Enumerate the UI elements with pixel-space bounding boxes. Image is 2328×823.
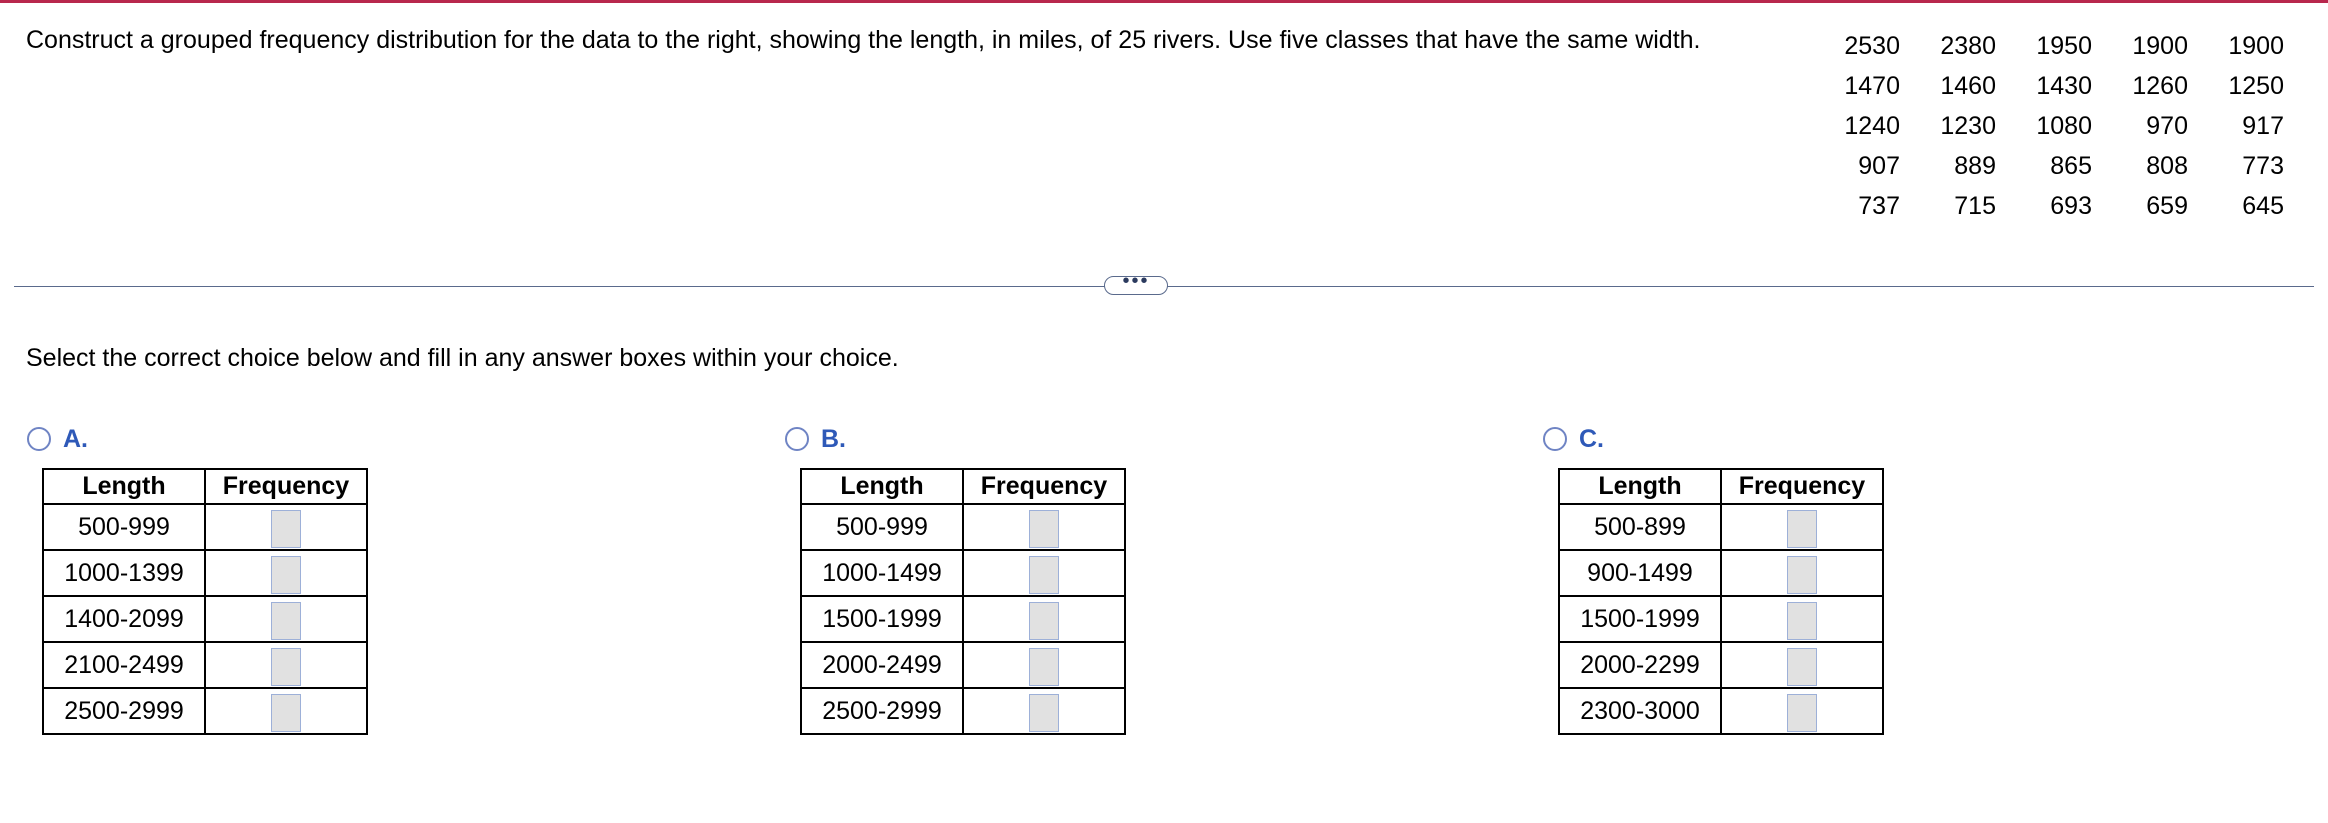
river-data-table xyxy=(1820,26,2284,226)
data-cell: 1250 xyxy=(2228,71,2284,100)
table-row xyxy=(801,642,1125,688)
data-cell: 808 xyxy=(2146,151,2188,180)
frequency-header: Frequency xyxy=(205,469,367,504)
choice-b-option[interactable] xyxy=(782,424,1126,454)
frequency-answer-box[interactable] xyxy=(271,694,301,732)
data-row xyxy=(1820,26,2284,66)
table-row xyxy=(801,596,1125,642)
choice-letter: A. xyxy=(63,424,88,453)
data-row xyxy=(1820,66,2284,106)
length-header: Length xyxy=(801,469,963,504)
length-class: 900-1499 xyxy=(1559,550,1721,596)
frequency-table xyxy=(1558,468,1884,735)
frequency-answer-box[interactable] xyxy=(1787,648,1817,686)
radio-button-icon[interactable] xyxy=(785,427,809,451)
frequency-cell xyxy=(1721,688,1883,734)
length-class: 500-899 xyxy=(1559,504,1721,550)
frequency-answer-box[interactable] xyxy=(271,602,301,640)
data-cell: 2530 xyxy=(1844,31,1900,60)
frequency-answer-box[interactable] xyxy=(1029,602,1059,640)
table-row xyxy=(801,504,1125,550)
data-cell: 1950 xyxy=(2036,31,2092,60)
length-class: 2500-2999 xyxy=(43,688,205,734)
frequency-cell xyxy=(1721,596,1883,642)
data-cell: 773 xyxy=(2242,151,2284,180)
data-cell: 1470 xyxy=(1844,71,1900,100)
table-row xyxy=(43,688,367,734)
frequency-cell xyxy=(205,550,367,596)
length-class: 1000-1499 xyxy=(801,550,963,596)
length-class: 2000-2499 xyxy=(801,642,963,688)
table-row xyxy=(43,550,367,596)
data-cell: 889 xyxy=(1954,151,1996,180)
table-row xyxy=(1559,642,1883,688)
instruction-text: Select the correct choice below and fill in any answer boxes within your choice. xyxy=(26,344,899,372)
table-row xyxy=(801,550,1125,596)
frequency-cell xyxy=(205,688,367,734)
frequency-header: Frequency xyxy=(963,469,1125,504)
table-row xyxy=(801,688,1125,734)
frequency-answer-box[interactable] xyxy=(1029,648,1059,686)
data-cell: 970 xyxy=(2146,111,2188,140)
data-cell: 645 xyxy=(2242,191,2284,220)
frequency-answer-box[interactable] xyxy=(271,648,301,686)
frequency-answer-box[interactable] xyxy=(1029,510,1059,548)
length-class: 2300-3000 xyxy=(1559,688,1721,734)
length-header: Length xyxy=(43,469,205,504)
data-cell: 917 xyxy=(2242,111,2284,140)
data-row xyxy=(1820,186,2284,226)
more-options-button[interactable]: ••• xyxy=(1104,276,1168,295)
data-cell: 2380 xyxy=(1940,31,1996,60)
frequency-answer-box[interactable] xyxy=(1787,556,1817,594)
length-class: 1500-1999 xyxy=(801,596,963,642)
frequency-cell xyxy=(963,504,1125,550)
table-header-row xyxy=(801,469,1125,504)
frequency-header: Frequency xyxy=(1721,469,1883,504)
data-cell: 1460 xyxy=(1940,71,1996,100)
choice-c-option[interactable] xyxy=(1540,424,1884,454)
length-class: 1500-1999 xyxy=(1559,596,1721,642)
length-class: 2100-2499 xyxy=(43,642,205,688)
frequency-cell xyxy=(1721,550,1883,596)
data-cell: 1900 xyxy=(2132,31,2188,60)
length-class: 1000-1399 xyxy=(43,550,205,596)
frequency-answer-box[interactable] xyxy=(1787,602,1817,640)
frequency-answer-box[interactable] xyxy=(1787,694,1817,732)
data-cell: 1230 xyxy=(1940,111,1996,140)
table-row xyxy=(43,504,367,550)
data-cell: 693 xyxy=(2050,191,2092,220)
data-cell: 1260 xyxy=(2132,71,2188,100)
frequency-cell xyxy=(963,642,1125,688)
table-row xyxy=(43,596,367,642)
radio-button-icon[interactable] xyxy=(1543,427,1567,451)
choice-letter: B. xyxy=(821,424,846,453)
table-row xyxy=(1559,596,1883,642)
frequency-answer-box[interactable] xyxy=(271,556,301,594)
choice-a xyxy=(24,424,368,735)
data-cell: 1430 xyxy=(2036,71,2092,100)
choice-letter: C. xyxy=(1579,424,1604,453)
length-class: 1400-2099 xyxy=(43,596,205,642)
question-text: Construct a grouped frequency distribution for the data to the right, showing the length, in miles, of 25 rivers. Use five classes that have the same width. xyxy=(26,26,1701,54)
frequency-cell xyxy=(963,550,1125,596)
choice-a-option[interactable] xyxy=(24,424,368,454)
choice-c xyxy=(1540,424,1884,735)
data-cell: 907 xyxy=(1858,151,1900,180)
frequency-cell xyxy=(205,642,367,688)
table-row xyxy=(1559,504,1883,550)
data-cell: 1080 xyxy=(2036,111,2092,140)
frequency-answer-box[interactable] xyxy=(271,510,301,548)
data-cell: 659 xyxy=(2146,191,2188,220)
data-row xyxy=(1820,106,2284,146)
frequency-table xyxy=(800,468,1126,735)
frequency-cell xyxy=(1721,642,1883,688)
data-cell: 865 xyxy=(2050,151,2092,180)
length-class: 500-999 xyxy=(43,504,205,550)
frequency-cell xyxy=(963,596,1125,642)
frequency-answer-box[interactable] xyxy=(1029,556,1059,594)
frequency-cell xyxy=(963,688,1125,734)
data-cell: 1900 xyxy=(2228,31,2284,60)
top-accent-bar xyxy=(0,0,2328,3)
choice-b xyxy=(782,424,1126,735)
data-cell: 1240 xyxy=(1844,111,1900,140)
table-row xyxy=(43,642,367,688)
frequency-answer-box[interactable] xyxy=(1787,510,1817,548)
length-class: 500-999 xyxy=(801,504,963,550)
length-header: Length xyxy=(1559,469,1721,504)
data-cell: 737 xyxy=(1858,191,1900,220)
length-class: 2000-2299 xyxy=(1559,642,1721,688)
data-row xyxy=(1820,146,2284,186)
frequency-cell xyxy=(205,596,367,642)
length-class: 2500-2999 xyxy=(801,688,963,734)
table-row xyxy=(1559,688,1883,734)
frequency-cell xyxy=(205,504,367,550)
frequency-answer-box[interactable] xyxy=(1029,694,1059,732)
data-cell: 715 xyxy=(1954,191,1996,220)
frequency-cell xyxy=(1721,504,1883,550)
table-row xyxy=(1559,550,1883,596)
radio-button-icon[interactable] xyxy=(27,427,51,451)
frequency-table xyxy=(42,468,368,735)
table-header-row xyxy=(43,469,367,504)
table-header-row xyxy=(1559,469,1883,504)
